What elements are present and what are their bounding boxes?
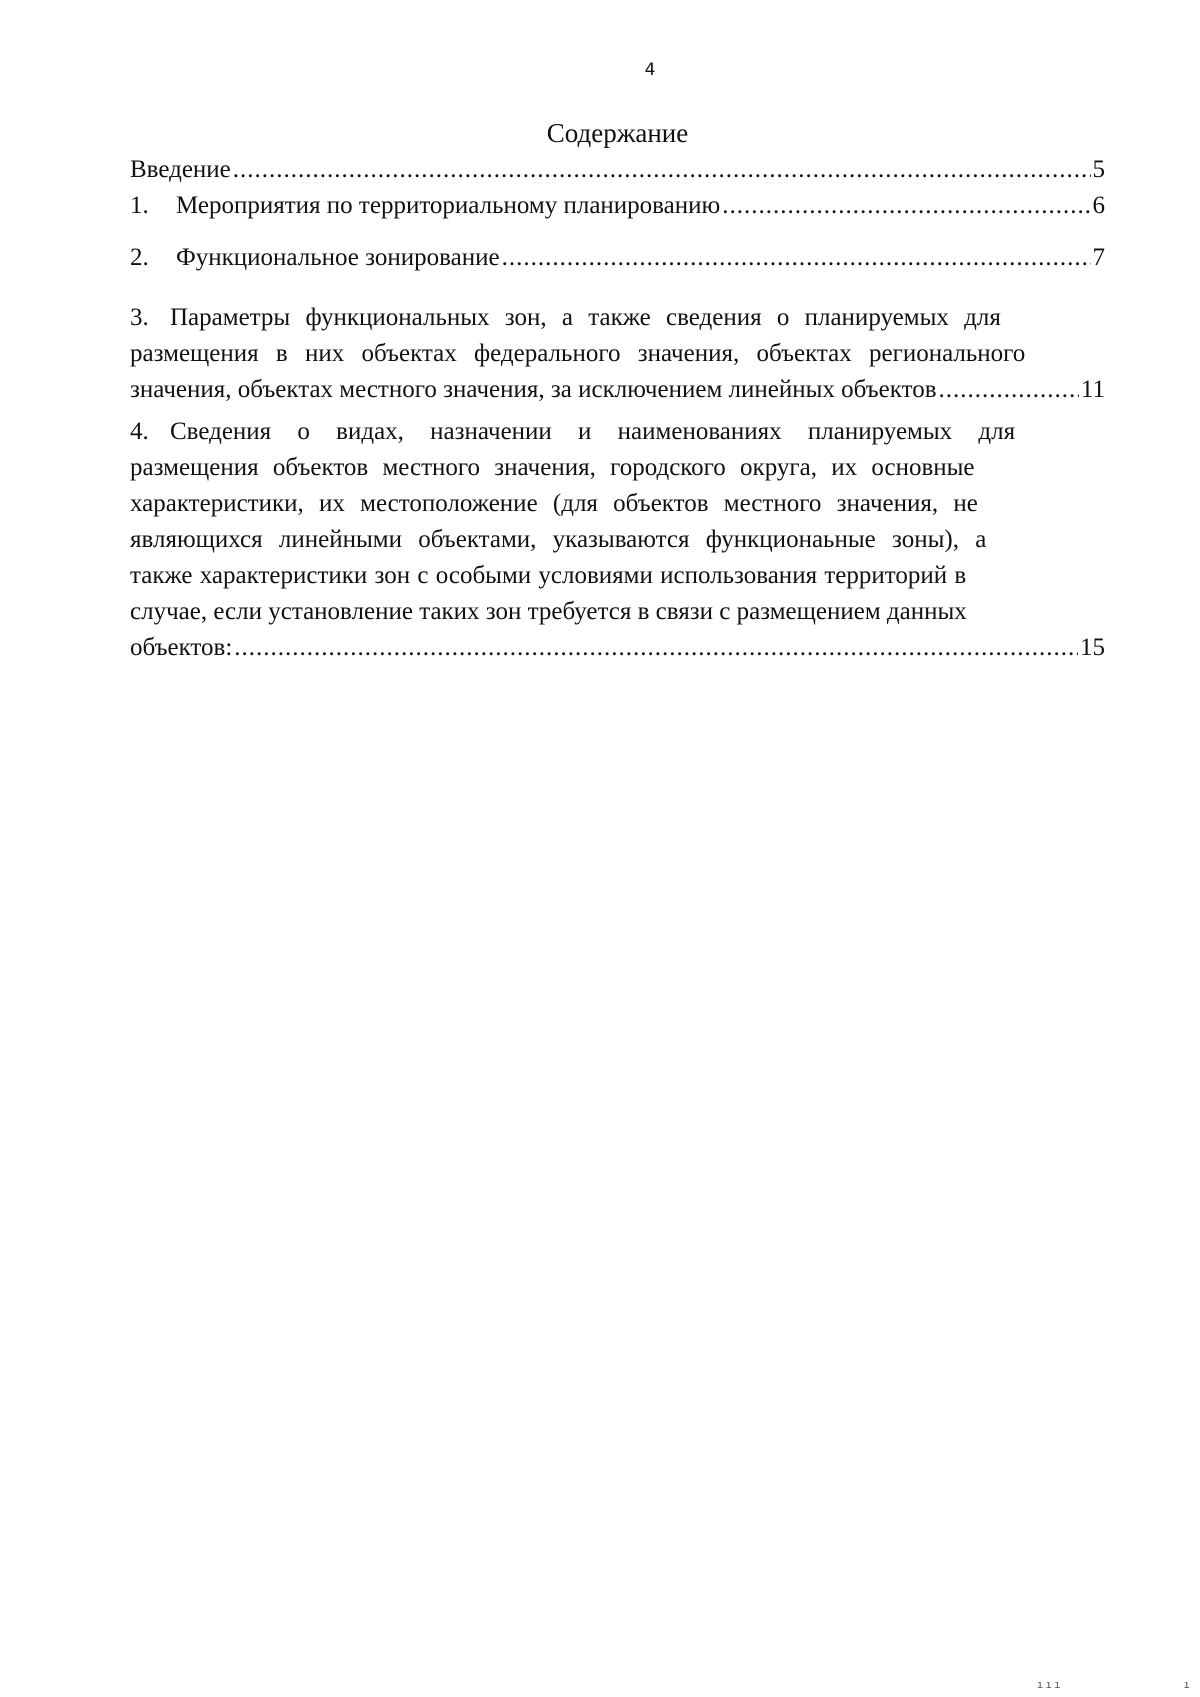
toc-entry-number: 4. — [130, 418, 149, 445]
toc-line-text: Сведения о видах, назначении и наименованиях планируемых для — [170, 418, 1016, 445]
toc-line-text: также характеристики зон с особыми условиями использования территорий в — [130, 562, 967, 589]
toc-leader-dots — [234, 630, 1078, 666]
toc-entry-introduction[interactable] — [130, 152, 1105, 188]
toc-entry-2[interactable] — [130, 240, 1105, 276]
page-number: 4 — [644, 60, 656, 80]
toc-entry-page: 7 — [1092, 244, 1105, 271]
toc-entry-3[interactable] — [130, 300, 1105, 408]
toc-line-text: размещения объектов местного значения, городского округа, их основные — [130, 454, 975, 481]
toc-entry-4[interactable] — [130, 414, 1105, 666]
toc-leader-dots — [502, 240, 1091, 276]
toc-line-text: характеристики, их местоположение (для объектов местного значения, не — [130, 490, 978, 517]
toc-entry-page: 6 — [1092, 192, 1105, 219]
toc-entry-number: 3. — [130, 304, 149, 331]
toc-entry-1[interactable] — [130, 188, 1105, 224]
toc-line-text: Параметры функциональных зон, а также сведения о планируемых для — [170, 304, 1001, 331]
toc-entry-text: Мероприятия по территориальному планированию — [176, 192, 721, 219]
toc-entry-number: 1. — [130, 192, 149, 219]
toc-entry-page: 15 — [1080, 634, 1105, 661]
toc-entry-text: Введение — [130, 156, 231, 183]
toc-entry-page: 11 — [1080, 376, 1105, 403]
toc-entry-text: Функциональное зонирование — [176, 244, 500, 271]
toc-leader-dots — [233, 152, 1091, 188]
toc-title: Содержание — [546, 118, 689, 148]
toc-entry-line — [170, 300, 1105, 336]
toc-line-text: значения, объектах местного значения, за исключением линейных объектов — [130, 376, 937, 403]
toc-line-text: случае, если установление таких зон требуется в связи с размещением данных — [130, 598, 967, 625]
scan-marks: ııı ı — [1036, 1678, 1192, 1691]
toc-entry-number: 2. — [130, 244, 149, 271]
toc-leader-dots — [722, 188, 1090, 224]
toc-line-text: объектов: — [130, 634, 233, 661]
toc-line-text: являющихся линейными объектами, указываются функционаьные зоны), а — [130, 526, 987, 553]
toc-leader-dots — [939, 372, 1079, 408]
toc-line-text: размещения в них объектах федерального значения, объектах регионального — [130, 340, 1026, 367]
toc-entry-page: 5 — [1092, 156, 1105, 183]
